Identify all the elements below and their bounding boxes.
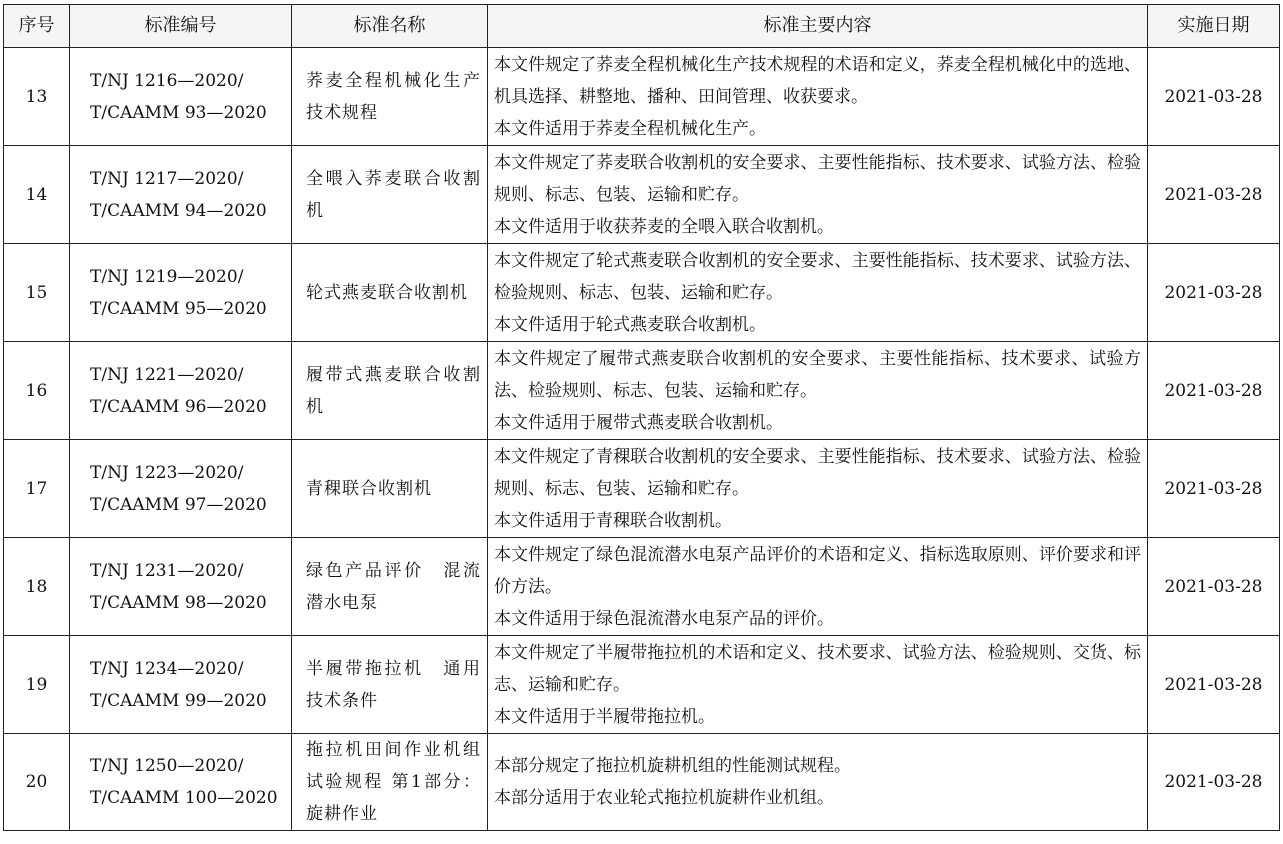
row-seq: 14	[4, 146, 70, 244]
table-body	[4, 48, 1280, 831]
row-code	[70, 48, 292, 146]
row-date: 2021-03-28	[1148, 734, 1280, 831]
row-seq: 15	[4, 244, 70, 342]
code-line: T/NJ 1221—2020/	[90, 364, 244, 385]
row-name: 半履带拖拉机 通用技术条件	[292, 636, 488, 734]
header-date: 实施日期	[1148, 5, 1280, 48]
content-paragraph: 本文件规定了青稞联合收割机的安全要求、主要性能指标、技术要求、试验方法、检验规则、标志、包装、运输和贮存。	[494, 446, 1141, 499]
code-line: T/NJ 1234—2020/	[90, 658, 244, 679]
content-paragraph: 本文件规定了荞麦联合收割机的安全要求、主要性能指标、技术要求、试验方法、检验规则、标志、包装、运输和贮存。	[494, 152, 1141, 205]
row-seq: 20	[4, 734, 70, 831]
code-line: T/CAAMM 100—2020	[90, 788, 278, 808]
row-code	[70, 146, 292, 244]
code-line: T/NJ 1216—2020/	[90, 70, 244, 91]
content-paragraph: 本文件规定了履带式燕麦联合收割机的安全要求、主要性能指标、技术要求、试验方法、检验规则、标志、包装、运输和贮存。	[494, 348, 1141, 401]
row-code	[70, 538, 292, 636]
table-row	[4, 734, 1280, 831]
content-paragraph: 本文件规定了绿色混流潜水电泵产品评价的术语和定义、指标选取原则、评价要求和评价方法。	[494, 544, 1141, 597]
row-code	[70, 244, 292, 342]
code-line: T/CAAMM 93—2020	[90, 102, 267, 123]
row-content	[488, 146, 1148, 244]
standards-table	[3, 4, 1280, 831]
content-paragraph: 本文件适用于轮式燕麦联合收割机。	[494, 314, 766, 335]
row-code	[70, 342, 292, 440]
row-code	[70, 636, 292, 734]
table-row	[4, 342, 1280, 440]
row-seq: 17	[4, 440, 70, 538]
table-row	[4, 440, 1280, 538]
table-row	[4, 244, 1280, 342]
code-line: T/NJ 1250—2020/	[90, 756, 244, 776]
row-date: 2021-03-28	[1148, 440, 1280, 538]
row-name: 荞麦全程机械化生产技术规程	[292, 48, 488, 146]
code-line: T/NJ 1217—2020/	[90, 168, 244, 189]
table-row	[4, 636, 1280, 734]
row-name: 拖拉机田间作业机组 试验规程 第1部分：旋耕作业	[292, 734, 488, 831]
header-seq: 序号	[4, 5, 70, 48]
header-name: 标准名称	[292, 5, 488, 48]
row-name: 绿色产品评价 混流潜水电泵	[292, 538, 488, 636]
content-paragraph: 本文件规定了荞麦全程机械化生产技术规程的术语和定义，荞麦全程机械化中的选地、机具选择、耕整地、播种、田间管理、收获要求。	[494, 54, 1141, 107]
content-paragraph: 本文件适用于履带式燕麦联合收割机。	[494, 412, 783, 433]
header-content: 标准主要内容	[488, 5, 1148, 48]
row-date: 2021-03-28	[1148, 636, 1280, 734]
code-line: T/CAAMM 96—2020	[90, 396, 267, 417]
row-date: 2021-03-28	[1148, 342, 1280, 440]
row-date: 2021-03-28	[1148, 48, 1280, 146]
header-row	[4, 5, 1280, 48]
row-code	[70, 734, 292, 831]
content-paragraph: 本文件适用于半履带拖拉机。	[494, 706, 715, 727]
code-line: T/CAAMM 95—2020	[90, 298, 267, 319]
row-content	[488, 48, 1148, 146]
content-paragraph: 本文件规定了轮式燕麦联合收割机的安全要求、主要性能指标、技术要求、试验方法、检验规则、标志、包装、运输和贮存。	[494, 250, 1141, 303]
row-name: 全喂入荞麦联合收割机	[292, 146, 488, 244]
row-content	[488, 244, 1148, 342]
row-date: 2021-03-28	[1148, 146, 1280, 244]
row-content	[488, 734, 1148, 831]
content-paragraph: 本部分适用于农业轮式拖拉机旋耕作业机组。	[494, 788, 834, 808]
row-seq: 18	[4, 538, 70, 636]
content-paragraph: 本文件适用于荞麦全程机械化生产。	[494, 118, 766, 139]
table-row	[4, 48, 1280, 146]
content-paragraph: 本部分规定了拖拉机旋耕机组的性能测试规程。	[494, 756, 851, 776]
content-paragraph: 本文件适用于青稞联合收割机。	[494, 510, 732, 531]
content-paragraph: 本文件适用于收获荞麦的全喂入联合收割机。	[494, 216, 834, 237]
content-paragraph: 本文件适用于绿色混流潜水电泵产品的评价。	[494, 608, 834, 629]
row-content	[488, 538, 1148, 636]
row-name: 轮式燕麦联合收割机	[292, 244, 488, 342]
code-line: T/NJ 1223—2020/	[90, 462, 244, 483]
row-seq: 13	[4, 48, 70, 146]
row-date: 2021-03-28	[1148, 538, 1280, 636]
table-row	[4, 146, 1280, 244]
row-date: 2021-03-28	[1148, 244, 1280, 342]
code-line: T/CAAMM 99—2020	[90, 690, 267, 711]
row-seq: 19	[4, 636, 70, 734]
row-name: 履带式燕麦联合收割机	[292, 342, 488, 440]
row-content	[488, 440, 1148, 538]
row-seq: 16	[4, 342, 70, 440]
code-line: T/CAAMM 97—2020	[90, 494, 267, 515]
row-content	[488, 636, 1148, 734]
table-row	[4, 538, 1280, 636]
code-line: T/NJ 1219—2020/	[90, 266, 244, 287]
code-line: T/NJ 1231—2020/	[90, 560, 244, 581]
row-code	[70, 440, 292, 538]
row-name: 青稞联合收割机	[292, 440, 488, 538]
code-line: T/CAAMM 98—2020	[90, 592, 267, 613]
content-paragraph: 本文件规定了半履带拖拉机的术语和定义、技术要求、试验方法、检验规则、交货、标志、运输和贮存。	[494, 642, 1141, 695]
row-content	[488, 342, 1148, 440]
header-code: 标准编号	[70, 5, 292, 48]
code-line: T/CAAMM 94—2020	[90, 200, 267, 221]
